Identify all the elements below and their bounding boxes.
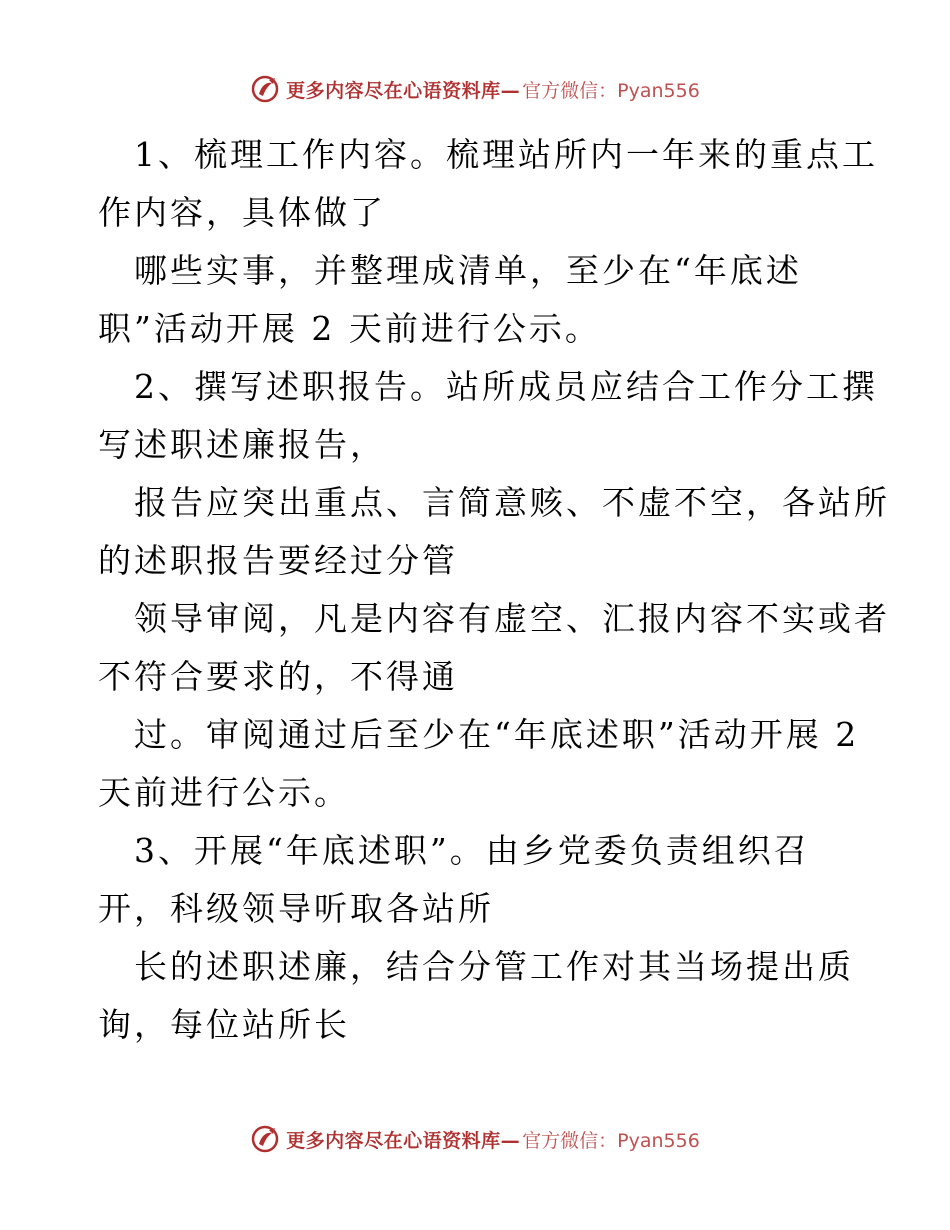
text-line: 询，每位站所长 <box>98 1005 350 1044</box>
text-line: 长的述职述廉，结合分管工作对其当场提出质 <box>134 947 854 986</box>
text-line: 2、撰写述职报告。站所成员应结合工作分工撰 <box>134 367 878 406</box>
text-line: 作内容，具体做了 <box>98 193 386 232</box>
text-line: 天前进行公示。 <box>98 773 350 812</box>
text-line: 1、梳理工作内容。梳理站所内一年来的重点工 <box>134 135 878 174</box>
text-line: 过。审阅通过后至少在“年底述职”活动开展 2 <box>134 715 860 754</box>
watermark-wechat: 官方微信：Pyan556 <box>522 1129 700 1152</box>
footer-watermark <box>0 1124 950 1154</box>
watermark-text: 更多内容尽在心语资料库— <box>286 79 521 102</box>
logo-icon <box>250 1124 280 1154</box>
text-line: 报告应突出重点、言简意赅、不虚不空，各站所 <box>134 483 890 522</box>
text-line: 职”活动开展 2 天前进行公示。 <box>98 309 601 348</box>
text-line: 3、开展“年底述职”。由乡党委负责组织召 <box>134 831 810 870</box>
text-line: 领导审阅，凡是内容有虚空、汇报内容不实或者 <box>134 599 890 638</box>
header-watermark <box>0 74 950 104</box>
text-line: 写述职述廉报告， <box>98 425 386 464</box>
watermark-wechat: 官方微信：Pyan556 <box>522 79 700 102</box>
logo-icon <box>250 74 280 104</box>
text-line: 不符合要求的，不得通 <box>98 657 458 696</box>
text-line: 的述职报告要经过分管 <box>98 541 458 580</box>
watermark-text: 更多内容尽在心语资料库— <box>286 1129 521 1152</box>
document-body <box>98 126 890 1054</box>
text-line: 开，科级领导听取各站所 <box>98 889 494 928</box>
text-line: 哪些实事，并整理成清单，至少在“年底述 <box>134 251 802 290</box>
